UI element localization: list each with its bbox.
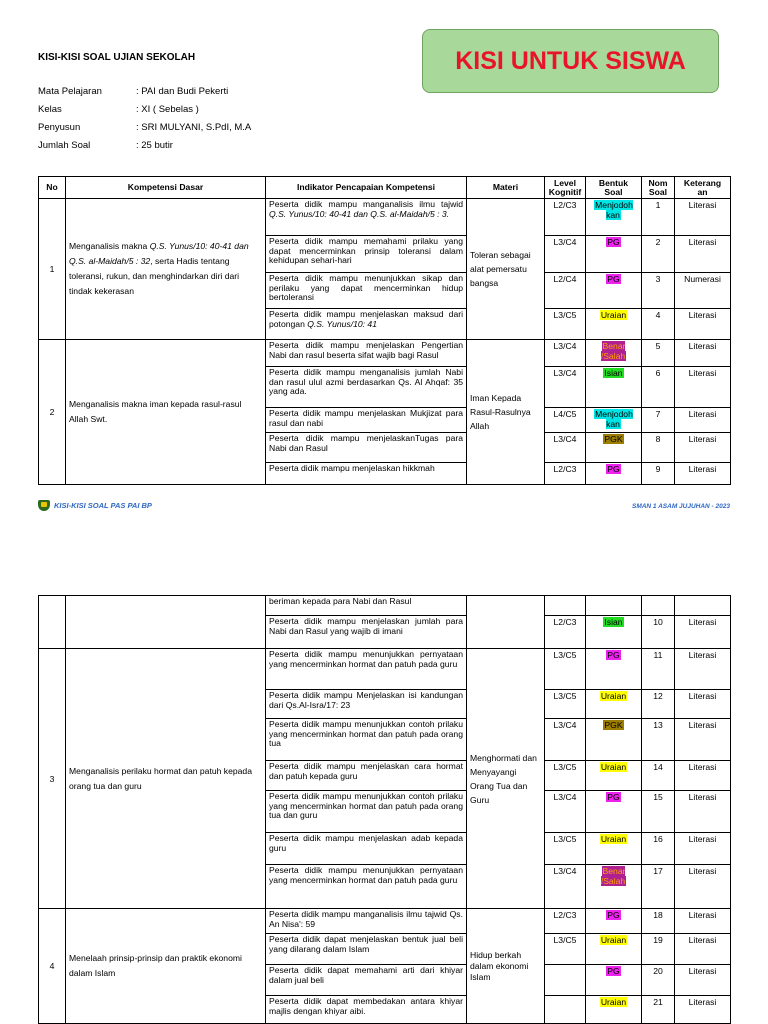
meta-row-penyusun	[38, 118, 251, 136]
keterangan: Literasi	[675, 616, 731, 649]
footer-left	[38, 500, 152, 511]
col-header-level: Level Kognitif	[545, 177, 586, 199]
indikator: beriman kepada para Nabi dan Rasul	[266, 596, 467, 616]
indikator: Peserta didik mampu manganalisis ilmu tajwid Q.S. Yunus/10: 40-41 dan Q.S. al-Maidah/5 : 3.	[266, 199, 467, 236]
level-kognitif: L2/C3	[545, 463, 586, 485]
table-row	[39, 340, 731, 367]
indikator: Peserta didik mampu menunjukkan contoh prilaku yang mencerminkan hormat dan patuh pada orang tua	[266, 719, 467, 761]
level-kognitif: L4/C5	[545, 408, 586, 433]
level-kognitif	[545, 596, 586, 616]
keterangan: Literasi	[675, 367, 731, 408]
keterangan: Literasi	[675, 761, 731, 791]
bentuk-soal: PGK	[586, 719, 642, 761]
level-kognitif: L3/C4	[545, 367, 586, 408]
indikator: Peserta didik mampu manganalisis ilmu tajwid Qs. An Nisa': 59	[266, 909, 467, 934]
kisi-table-page-1	[38, 176, 731, 485]
col-header-nomor: Nom Soal	[642, 177, 675, 199]
level-kognitif: L3/C5	[545, 309, 586, 340]
indikator: Peserta didik mampu menjelaskan adab kepada guru	[266, 833, 467, 865]
col-header-no: No	[39, 177, 66, 199]
level-kognitif	[545, 996, 586, 1024]
document-meta	[38, 82, 251, 154]
indikator: Peserta didik mampu menjelaskan cara hormat dan patuh kepada guru	[266, 761, 467, 791]
meta-key: Penyusun	[38, 121, 81, 133]
bentuk-soal: PG	[586, 236, 642, 273]
level-kognitif: L3/C4	[545, 236, 586, 273]
indikator: Peserta didik mampu Menjelaskan isi kandungan dari Qs.Al-Isra/17: 23	[266, 690, 467, 719]
level-kognitif: L3/C4	[545, 340, 586, 367]
bentuk-soal: PG	[586, 791, 642, 833]
bentuk-soal: Uraian	[586, 690, 642, 719]
table-row	[39, 596, 731, 616]
table-row	[39, 649, 731, 690]
materi	[467, 596, 545, 649]
kompetensi-dasar	[66, 596, 266, 649]
level-kognitif: L3/C5	[545, 934, 586, 965]
keterangan: Literasi	[675, 199, 731, 236]
bentuk-soal: PG	[586, 649, 642, 690]
bentuk-soal: Uraian	[586, 309, 642, 340]
indikator: Peserta didik mampu memahami prilaku yang dapat mencerminkan prinsip toleransi dalam kehidupan sehari-hari	[266, 236, 467, 273]
col-header-bentuk: Bentuk Soal	[586, 177, 642, 199]
nomor-soal: 19	[642, 934, 675, 965]
bentuk-soal	[586, 596, 642, 616]
indikator: Peserta didik mampu menunjukkan sikap dan perilaku yang dapat mencerminkan hidup bertoleransi	[266, 273, 467, 309]
nomor-soal: 17	[642, 865, 675, 909]
footer-school: SMAN 1 ASAM JUJUHAN - 2023	[631, 503, 730, 510]
meta-value: : XI ( Sebelas )	[136, 103, 199, 115]
nomor-soal: 11	[642, 649, 675, 690]
keterangan: Literasi	[675, 996, 731, 1024]
indikator: Peserta didik dapat membedakan antara khiyar majlis dengan khiyar aibi.	[266, 996, 467, 1024]
document-title: KISI-KISI SOAL UJIAN SEKOLAH	[38, 52, 196, 63]
level-kognitif: L3/C5	[545, 833, 586, 865]
nomor-soal: 7	[642, 408, 675, 433]
bentuk-soal: Isian	[586, 367, 642, 408]
kisi-untuk-siswa-badge: KISI UNTUK SISWA	[422, 29, 719, 93]
kompetensi-dasar: Menganalisis perilaku hormat dan patuh kepada orang tua dan guru	[66, 649, 266, 909]
indikator: Peserta didik mampu menjelaskan maksud dari potongan Q.S. Yunus/10: 41	[266, 309, 467, 340]
group-number: 4	[39, 909, 66, 1024]
keterangan: Literasi	[675, 690, 731, 719]
meta-row-mapel	[38, 82, 251, 100]
bentuk-soal: PGK	[586, 433, 642, 463]
bentuk-soal: Isian	[586, 616, 642, 649]
level-kognitif: L3/C5	[545, 649, 586, 690]
nomor-soal: 1	[642, 199, 675, 236]
keterangan: Literasi	[675, 965, 731, 996]
bentuk-soal: Menjodoh kan	[586, 408, 642, 433]
nomor-soal: 2	[642, 236, 675, 273]
group-number: 3	[39, 649, 66, 909]
meta-value: : 25 butir	[136, 139, 173, 151]
nomor-soal: 6	[642, 367, 675, 408]
col-header-materi: Materi	[467, 177, 545, 199]
nomor-soal: 12	[642, 690, 675, 719]
nomor-soal: 3	[642, 273, 675, 309]
keterangan: Literasi	[675, 309, 731, 340]
kompetensi-dasar: Menganalisis makna iman kepada rasul-rasul Allah Swt.	[66, 340, 266, 485]
meta-value: : PAI dan Budi Pekerti	[136, 85, 229, 97]
bentuk-soal: Uraian	[586, 996, 642, 1024]
meta-key: Kelas	[38, 103, 62, 115]
kompetensi-dasar: Menelaah prinsip-prinsip dan praktik ekonomi dalam Islam	[66, 909, 266, 1024]
keterangan: Literasi	[675, 833, 731, 865]
bentuk-soal: Benar /Salah	[586, 340, 642, 367]
keterangan: Numerasi	[675, 273, 731, 309]
indikator: Peserta didik dapat memahami arti dari khiyar dalam jual beli	[266, 965, 467, 996]
bentuk-soal: Uraian	[586, 934, 642, 965]
table-row	[39, 199, 731, 236]
keterangan: Literasi	[675, 909, 731, 934]
nomor-soal: 13	[642, 719, 675, 761]
col-header-kd: Kompetensi Dasar	[66, 177, 266, 199]
level-kognitif: L3/C5	[545, 690, 586, 719]
table-row	[39, 909, 731, 934]
nomor-soal	[642, 596, 675, 616]
materi: Iman Kepada Rasul-Rasulnya Allah	[467, 340, 545, 485]
bentuk-soal: PG	[586, 463, 642, 485]
bentuk-soal: PG	[586, 273, 642, 309]
nomor-soal: 18	[642, 909, 675, 934]
indikator: Peserta didik mampu menjelaskan hikkmah	[266, 463, 467, 485]
meta-value: : SRI MULYANI, S.PdI, M.A	[136, 121, 252, 133]
col-header-indikator: Indikator Pencapaian Kompetensi	[266, 177, 467, 199]
bentuk-soal: Benar /Salah	[586, 865, 642, 909]
keterangan: Literasi	[675, 649, 731, 690]
table-header-row	[39, 177, 731, 199]
nomor-soal: 10	[642, 616, 675, 649]
footer-title: KISI-KISI SOAL PAS PAI BP	[54, 501, 152, 510]
nomor-soal: 4	[642, 309, 675, 340]
bentuk-soal: Menjodoh kan	[586, 199, 642, 236]
level-kognitif: L3/C4	[545, 865, 586, 909]
group-number: 1	[39, 199, 66, 340]
indikator: Peserta didik mampu menunjukkan pernyataan yang mencerminkan hormat dan patuh pada guru	[266, 649, 467, 690]
bentuk-soal: Uraian	[586, 761, 642, 791]
nomor-soal: 20	[642, 965, 675, 996]
keterangan	[675, 596, 731, 616]
materi: Hidup berkah dalam ekonomi Islam	[467, 909, 545, 1024]
meta-row-kelas	[38, 100, 251, 118]
keterangan: Literasi	[675, 408, 731, 433]
page-footer	[38, 499, 730, 513]
indikator: Peserta didik mampu menjelaskan Pengertian Nabi dan rasul beserta sifat wajib bagi Rasul	[266, 340, 467, 367]
keterangan: Literasi	[675, 463, 731, 485]
school-logo-icon	[38, 500, 50, 511]
indikator: Peserta didik mampu menjelaskan Mukjizat para rasul dan nabi	[266, 408, 467, 433]
bentuk-soal: Uraian	[586, 833, 642, 865]
nomor-soal: 5	[642, 340, 675, 367]
group-number	[39, 596, 66, 649]
materi: Menghormati dan Menyayangi Orang Tua dan Guru	[467, 649, 545, 909]
materi: Toleran sebagai alat pemersatu bangsa	[467, 199, 545, 340]
keterangan: Literasi	[675, 340, 731, 367]
keterangan: Literasi	[675, 236, 731, 273]
indikator: Peserta didik mampu menunjukkan contoh prilaku yang mencerminkan hormat dan patuh pada orang tua dan guru	[266, 791, 467, 833]
keterangan: Literasi	[675, 791, 731, 833]
bentuk-soal: PG	[586, 909, 642, 934]
level-kognitif: L3/C5	[545, 761, 586, 791]
level-kognitif: L3/C4	[545, 791, 586, 833]
level-kognitif: L2/C3	[545, 909, 586, 934]
nomor-soal: 16	[642, 833, 675, 865]
level-kognitif: L3/C4	[545, 433, 586, 463]
nomor-soal: 8	[642, 433, 675, 463]
level-kognitif: L2/C4	[545, 273, 586, 309]
indikator: Peserta didik dapat menjelaskan bentuk jual beli yang dilarang dalam Islam	[266, 934, 467, 965]
indikator: Peserta didik mampu menjelaskan jumlah para Nabi dan Rasul yang wajib di imani	[266, 616, 467, 649]
nomor-soal: 9	[642, 463, 675, 485]
keterangan: Literasi	[675, 865, 731, 909]
kisi-table-page-2	[38, 595, 731, 1024]
indikator: Peserta didik mampu menganalisis jumlah Nabi dan rasul ulul azmi berdasarkan Qs. Al Ahqaf: 35 yang ada.	[266, 367, 467, 408]
group-number: 2	[39, 340, 66, 485]
meta-key: Mata Pelajaran	[38, 85, 102, 97]
nomor-soal: 21	[642, 996, 675, 1024]
nomor-soal: 15	[642, 791, 675, 833]
col-header-keterangan: Keterang an	[675, 177, 731, 199]
level-kognitif: L2/C3	[545, 616, 586, 649]
keterangan: Literasi	[675, 433, 731, 463]
nomor-soal: 14	[642, 761, 675, 791]
indikator: Peserta didik mampu menjelaskanTugas para Nabi dan Rasul	[266, 433, 467, 463]
indikator: Peserta didik mampu menunjukkan pernyataan yang mencerminkan hormat dan patuh pada guru	[266, 865, 467, 909]
meta-key: Jumlah Soal	[38, 139, 91, 151]
keterangan: Literasi	[675, 934, 731, 965]
keterangan: Literasi	[675, 719, 731, 761]
meta-row-jumlah-soal	[38, 136, 251, 154]
bentuk-soal: PG	[586, 965, 642, 996]
kompetensi-dasar: Menganalisis makna Q.S. Yunus/10: 40-41 dan Q.S. al-Maidah/5 : 32, serta Hadis tentang toleransi, rukun, dan menghindarkan diri dari tindak kekerasan	[66, 199, 266, 340]
level-kognitif	[545, 965, 586, 996]
level-kognitif: L2/C3	[545, 199, 586, 236]
level-kognitif: L3/C4	[545, 719, 586, 761]
